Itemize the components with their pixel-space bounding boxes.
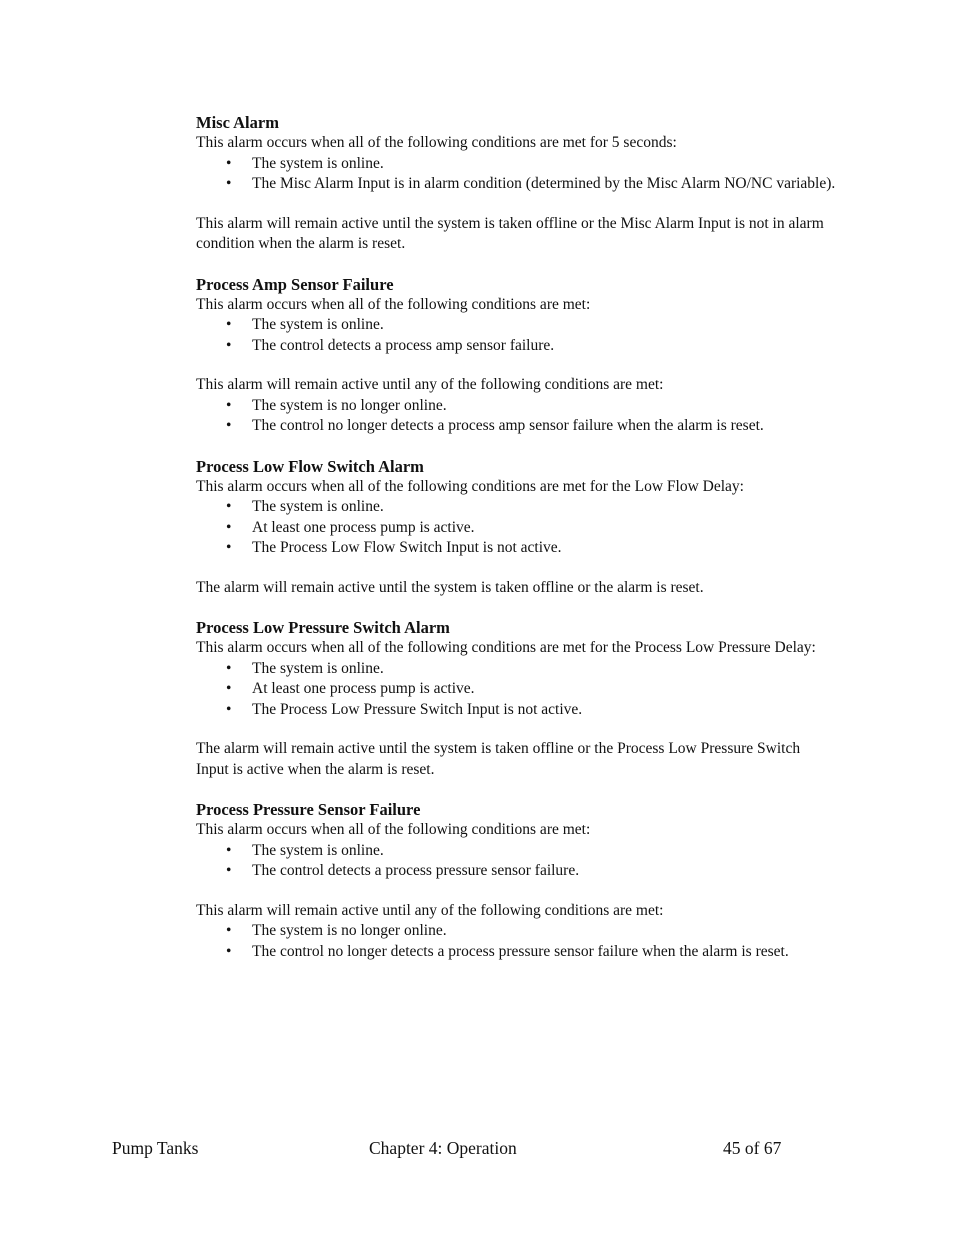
list-item: • The system is online.	[196, 497, 836, 518]
reset-condition-list	[196, 921, 836, 962]
list-item: • The system is online.	[196, 154, 836, 175]
list-item: • The Process Low Pressure Switch Input is not active.	[196, 700, 836, 721]
list-item: • The control detects a process amp sensor failure.	[196, 336, 836, 357]
condition-list	[196, 497, 836, 559]
list-item: • The system is online.	[196, 315, 836, 336]
footer-document-title: Pump Tanks	[112, 1138, 199, 1158]
reset-condition-list	[196, 396, 836, 437]
condition-list	[196, 315, 836, 356]
list-item: • The control no longer detects a process amp sensor failure when the alarm is reset.	[196, 416, 836, 437]
section-process-pressure-sensor-failure	[196, 799, 836, 962]
section-heading: Process Amp Sensor Failure	[196, 274, 394, 294]
list-item: • The system is online.	[196, 841, 836, 862]
section-outro: This alarm will remain active until any of the following conditions are met:	[196, 376, 664, 393]
section-heading: Process Low Pressure Switch Alarm	[196, 618, 450, 637]
section-misc-alarm	[196, 112, 836, 255]
section-intro: This alarm occurs when all of the following conditions are met:	[196, 295, 591, 313]
list-item: • At least one process pump is active.	[196, 518, 836, 539]
section-intro: This alarm occurs when all of the following conditions are met for the Low Flow Delay:	[196, 477, 744, 495]
section-outro: This alarm will remain active until the system is taken offline or the Misc Alarm Input is not in alarm condition when the alarm is reset.	[196, 214, 824, 252]
list-item: • The Misc Alarm Input is in alarm condition (determined by the Misc Alarm NO/NC variable).	[196, 174, 836, 195]
section-outro: The alarm will remain active until the system is taken offline or the Process Low Pressure Switch Input is active when the alarm is reset.	[196, 740, 801, 778]
section-intro: This alarm occurs when all of the following conditions are met for the Process Low Pressure Delay:	[196, 639, 816, 656]
section-heading: Process Pressure Sensor Failure	[196, 800, 421, 819]
list-item: • The system is no longer online.	[196, 921, 836, 942]
condition-list	[196, 154, 836, 195]
condition-list	[196, 659, 836, 721]
list-item: • The system is online.	[196, 659, 836, 680]
document-body	[196, 112, 836, 981]
list-item: • The Process Low Flow Switch Input is not active.	[196, 538, 836, 559]
section-heading: Process Low Flow Switch Alarm	[196, 456, 424, 476]
list-item: • At least one process pump is active.	[196, 679, 836, 700]
footer-chapter: Chapter 4: Operation	[369, 1138, 517, 1158]
section-process-low-pressure-switch-alarm	[196, 617, 836, 780]
section-heading: Misc Alarm	[196, 113, 279, 132]
section-intro: This alarm occurs when all of the following conditions are met:	[196, 821, 591, 838]
section-intro: This alarm occurs when all of the following conditions are met for 5 seconds:	[196, 134, 677, 151]
list-item: • The system is no longer online.	[196, 396, 836, 417]
list-item: • The control detects a process pressure sensor failure.	[196, 861, 836, 882]
section-process-amp-sensor-failure	[196, 274, 836, 437]
list-item: • The control no longer detects a process pressure sensor failure when the alarm is reset.	[196, 942, 836, 963]
footer-page-number: 45 of 67	[723, 1138, 782, 1158]
condition-list	[196, 841, 836, 882]
section-outro: The alarm will remain active until the system is taken offline or the alarm is reset.	[196, 578, 704, 596]
section-outro: This alarm will remain active until any of the following conditions are met:	[196, 901, 664, 919]
section-process-low-flow-switch-alarm	[196, 456, 836, 599]
